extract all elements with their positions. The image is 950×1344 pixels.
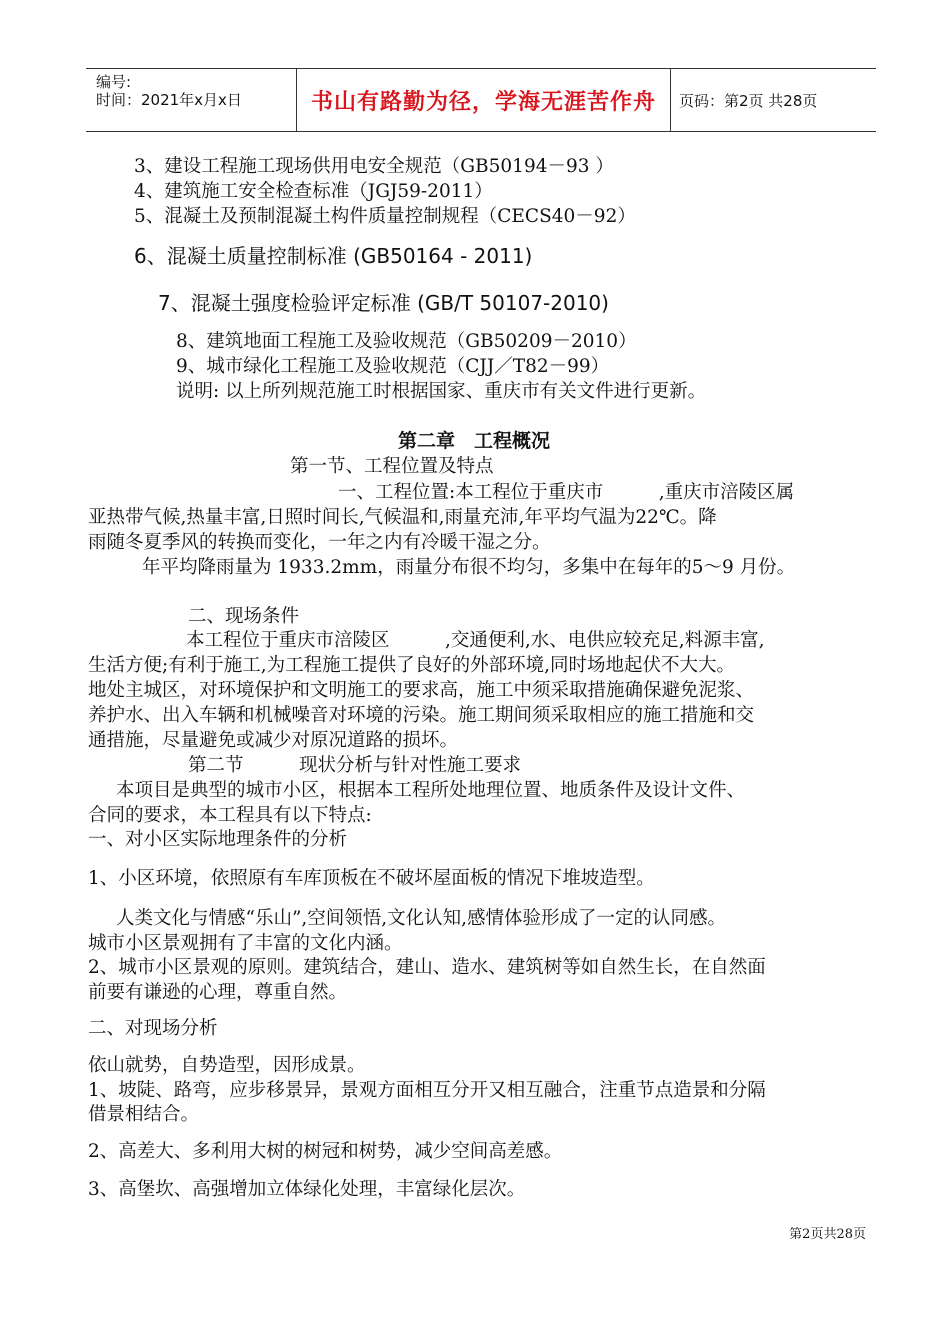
paragraph-line: 本项目是典型的城市小区，根据本工程所处地理位置、地质条件及设计文件、 [116,780,746,801]
paragraph-line: 1、小区环境，依照原有车库顶板在不破坏屋面板的情况下堆坡造型。 [88,868,655,889]
header-meta [86,69,297,131]
standard-item: 9、城市绿化工程施工及验收规范（CJJ／T82－99） [176,356,610,377]
standards-note: 说明: 以上所列规范施工时根据国家、重庆市有关文件进行更新。 [176,381,707,402]
doc-number-label: 编号: [96,73,132,91]
subsection-title: 一、对小区实际地理条件的分析 [88,829,348,850]
doc-time-label: 时间：2021年x月x日 [96,91,242,109]
standard-item: 6、混凝土质量控制标准 (GB50164 - 2011) [134,244,533,268]
paragraph-line: 生活方便;有利于施工,为工程施工提供了良好的外部环境,同时场地起伏不大大。 [88,655,735,676]
subsection-title: 二、对现场分析 [88,1018,218,1039]
paragraph-line: 1、坡陡、路弯，应步移景异，景观方面相互分开又相互融合，注重节点造景和分隔 [88,1080,766,1101]
paragraph-line: 养护水、出入车辆和机械噪音对环境的污染。施工期间须采取相应的施工措施和交 [88,705,755,726]
paragraph-line: 2、高差大、多利用大树的树冠和树势，减少空间高差感。 [88,1141,563,1162]
standard-item: 3、建设工程施工现场供用电安全规范（GB50194－93 ） [134,156,614,177]
paragraph-line: 借景相结合。 [88,1104,200,1125]
paragraph-line: 年平均降雨量为 1933.2mm，雨量分布很不均匀，多集中在每年的5～9 月份。 [142,557,796,578]
paragraph-line: 2、城市小区景观的原则。建筑结合，建山、造水、建筑树等如自然生长，在自然面 [88,957,766,978]
paragraph-line: 通措施，尽量避免或减少对原况道路的损坏。 [88,730,459,751]
section-title: 第二节 现状分析与针对性施工要求 [188,755,522,776]
subsection-title: 二、现场条件 [188,606,300,627]
paragraph-line: 一、工程位置:本工程位于重庆市 ,重庆市涪陵区属 [338,482,795,503]
header-motto: 书山有路勤为径，学海无涯苦作舟 [297,69,671,131]
chapter-title: 第二章 工程概况 [398,430,551,452]
paragraph-line: 雨随冬夏季风的转换而变化，一年之内有冷暖干湿之分。 [88,532,551,553]
page-header [86,68,876,132]
standard-item: 8、建筑地面工程施工及验收规范（GB50209－2010） [176,331,637,352]
standard-item: 4、建筑施工安全检查标准（JGJ59-2011） [134,181,493,202]
paragraph-line: 依山就势，自势造型，因形成景。 [88,1055,366,1076]
standard-item: 7、混凝土强度检验评定标准 (GB/T 50107-2010) [158,291,609,315]
paragraph-line: 亚热带气候,热量丰富,日照时间长,气候温和,雨量充沛,年平均气温为22℃。降 [88,507,717,528]
paragraph-line: 前要有谦逊的心理，尊重自然。 [88,982,348,1003]
paragraph-line: 本工程位于重庆市涪陵区 ,交通便利,水、电供应较充足,料源丰富, [186,630,765,651]
header-page-info: 页码：第2页 共28页 [679,91,818,110]
paragraph-line: 城市小区景观拥有了丰富的文化内涵。 [88,933,403,954]
paragraph-line: 地处主城区，对环境保护和文明施工的要求高，施工中须采取措施确保避免泥浆、 [88,680,755,701]
paragraph-line: 3、高堡坎、高强增加立体绿化处理，丰富绿化层次。 [88,1179,526,1200]
paragraph-line: 合同的要求，本工程具有以下特点: [88,805,372,826]
standard-item: 5、混凝土及预制混凝土构件质量控制规程（CECS40－92） [134,206,636,227]
paragraph-line: 人类文化与情感“乐山”,空间领悟,文化认知,感情体验形成了一定的认同感。 [116,908,727,929]
section-title: 第一节、工程位置及特点 [290,456,494,477]
page-footer: 第2页共28页 [789,1227,866,1242]
